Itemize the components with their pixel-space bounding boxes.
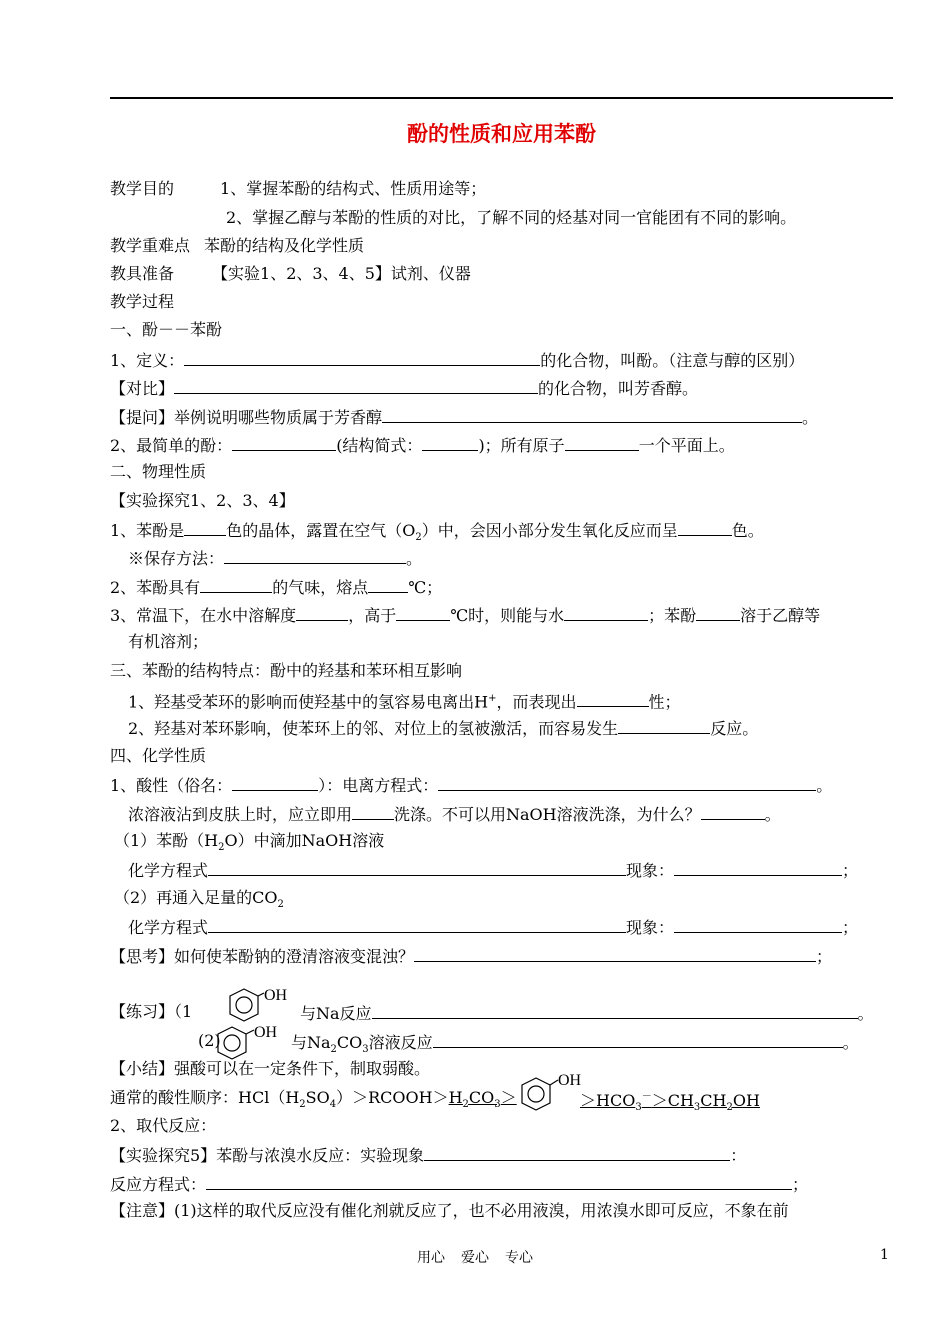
text-line: 【思考】如何使苯酚钠的澄清溶液变混浊？ ； bbox=[110, 947, 833, 966]
fill-blank[interactable] bbox=[696, 604, 740, 621]
fill-blank[interactable] bbox=[565, 434, 639, 451]
header-rule bbox=[110, 97, 893, 99]
text-line: (2) bbox=[198, 1031, 221, 1050]
fill-blank[interactable] bbox=[372, 1002, 858, 1019]
fill-blank[interactable] bbox=[577, 690, 649, 707]
text-line: 反应方程式： ； bbox=[110, 1175, 809, 1194]
fill-blank[interactable] bbox=[678, 519, 732, 536]
fill-blank[interactable] bbox=[224, 547, 406, 564]
page-footer: 用心 爱心 专心 bbox=[417, 1250, 533, 1266]
text-line: 有机溶剂； bbox=[128, 632, 209, 651]
fill-blank[interactable] bbox=[232, 774, 318, 791]
text-line: 教学目的 1、掌握苯酚的结构式、性质用途等； bbox=[110, 179, 487, 198]
fill-blank[interactable] bbox=[208, 916, 626, 933]
fill-blank[interactable] bbox=[618, 717, 710, 734]
fill-blank[interactable] bbox=[674, 859, 842, 876]
text-line: 【对比】 的化合物，叫芳香醇。 bbox=[110, 379, 699, 398]
fill-blank[interactable] bbox=[174, 377, 538, 394]
text-line: $>HCO_3^->CH_3CH_2OH$ bbox=[580, 1091, 760, 1114]
fill-blank[interactable] bbox=[438, 774, 816, 791]
text-line: （1）苯酚$(H_2O)$中滴加NaOH溶液 bbox=[114, 831, 385, 854]
svg-text:OH: OH bbox=[254, 1024, 278, 1041]
text-line: （2）再通入足量的$CO_2$ bbox=[114, 888, 284, 911]
text-line: ※保存方法： 。 bbox=[128, 549, 423, 568]
text-line: 【实验探究1、2、3、4】 bbox=[110, 491, 295, 510]
fill-blank[interactable] bbox=[424, 1144, 730, 1161]
text-line: 1、定义： 的化合物，叫酚。（注意与醇的区别） bbox=[110, 351, 805, 370]
page-title: 酚的性质和应用苯酚 bbox=[407, 121, 596, 146]
fill-blank[interactable] bbox=[184, 349, 540, 366]
text-line: 3、常温下，在水中溶解度 ，高于 ℃时，则能与水 ；苯酚 溶于乙醇等 bbox=[110, 606, 821, 625]
fill-blank[interactable] bbox=[396, 604, 450, 621]
text-line: 【实验探究5】苯酚与浓溴水反应：实验现象 ： bbox=[110, 1146, 747, 1165]
text-line: 【小结】强酸可以在一定条件下，制取弱酸。 bbox=[110, 1059, 431, 1078]
fill-blank[interactable] bbox=[433, 1031, 843, 1048]
text-line: 【提问】举例说明哪些物质属于芳香醇 。 bbox=[110, 408, 819, 427]
fill-blank[interactable] bbox=[674, 916, 842, 933]
fill-blank[interactable] bbox=[200, 576, 272, 593]
page-number: 1 bbox=[880, 1247, 889, 1263]
text-line: 通常的酸性顺序：$HCl(H_2SO_4)>RCOOH>H_2CO_3>$ bbox=[110, 1088, 517, 1111]
phenol-structure-icon bbox=[210, 1018, 282, 1062]
text-line: 一、酚－－苯酚 bbox=[110, 320, 223, 339]
text-line: 1、羟基受苯环的影响而使羟基中的氢容易电离出H+，而表现出 性； bbox=[128, 692, 681, 712]
text-line: 教学过程 bbox=[110, 292, 175, 311]
text-line: 二、物理性质 bbox=[110, 462, 207, 481]
fill-blank[interactable] bbox=[701, 803, 765, 820]
fill-blank[interactable] bbox=[414, 945, 816, 962]
text-line: 2、最简单的酚： (结构简式： )；所有原子 一个平面上。 bbox=[110, 436, 735, 455]
text-line: 与$Na_2CO_3$溶液反应 。 bbox=[291, 1033, 859, 1056]
fill-blank[interactable] bbox=[232, 434, 336, 451]
text-line: 【练习】（1 bbox=[110, 1002, 193, 1021]
text-line: 浓溶液沾到皮肤上时，应立即用 洗涤。不可以用NaOH溶液洗涤，为什么？ 。 bbox=[128, 805, 781, 824]
text-line: 四、化学性质 bbox=[110, 746, 207, 765]
text-line: 1、苯酚是 色的晶体，露置在空气$(O_2)$中，会因小部分发生氧化反应而呈 色。 bbox=[110, 521, 764, 544]
svg-text:OH: OH bbox=[558, 1072, 582, 1089]
fill-blank[interactable] bbox=[208, 859, 626, 876]
fill-blank[interactable] bbox=[184, 519, 226, 536]
svg-text:OH: OH bbox=[264, 987, 288, 1004]
fill-blank[interactable] bbox=[368, 576, 408, 593]
text-line: 2、苯酚具有 的气味，熔点 ℃； bbox=[110, 578, 443, 597]
fill-blank[interactable] bbox=[564, 604, 648, 621]
text-line: 教学重难点 苯酚的结构及化学性质 bbox=[110, 236, 365, 255]
text-line: 三、苯酚的结构特点：酚中的羟基和苯环相互影响 bbox=[110, 661, 463, 680]
fill-blank[interactable] bbox=[296, 604, 348, 621]
text-line: 教具准备 【实验1、2、3、4、5】试剂、仪器 bbox=[110, 264, 471, 283]
text-line: 化学方程式 现象： ； bbox=[128, 861, 859, 880]
text-line: 2、掌握乙醇与苯酚的性质的对比，了解不同的烃基对同一官能团有不同的影响。 bbox=[226, 208, 797, 227]
text-line: 与Na反应 。 bbox=[300, 1004, 874, 1023]
phenol-structure-icon bbox=[516, 1068, 588, 1112]
fill-blank[interactable] bbox=[382, 406, 802, 423]
text-line: 【注意】(1)这样的取代反应没有催化剂就反应了，也不必用液溴，用浓溴水即可反应，不象在前 bbox=[110, 1201, 789, 1220]
text-line: 化学方程式 现象： ； bbox=[128, 918, 859, 937]
text-line: 2、羟基对苯环影响，使苯环上的邻、对位上的氢被激活，而容易发生 反应。 bbox=[128, 719, 759, 738]
fill-blank[interactable] bbox=[206, 1173, 792, 1190]
text-line: 2、取代反应： bbox=[110, 1116, 217, 1135]
fill-blank[interactable] bbox=[352, 803, 394, 820]
text-line: 1、酸性（俗名： ）：电离方程式： 。 bbox=[110, 776, 833, 795]
fill-blank[interactable] bbox=[422, 434, 478, 451]
